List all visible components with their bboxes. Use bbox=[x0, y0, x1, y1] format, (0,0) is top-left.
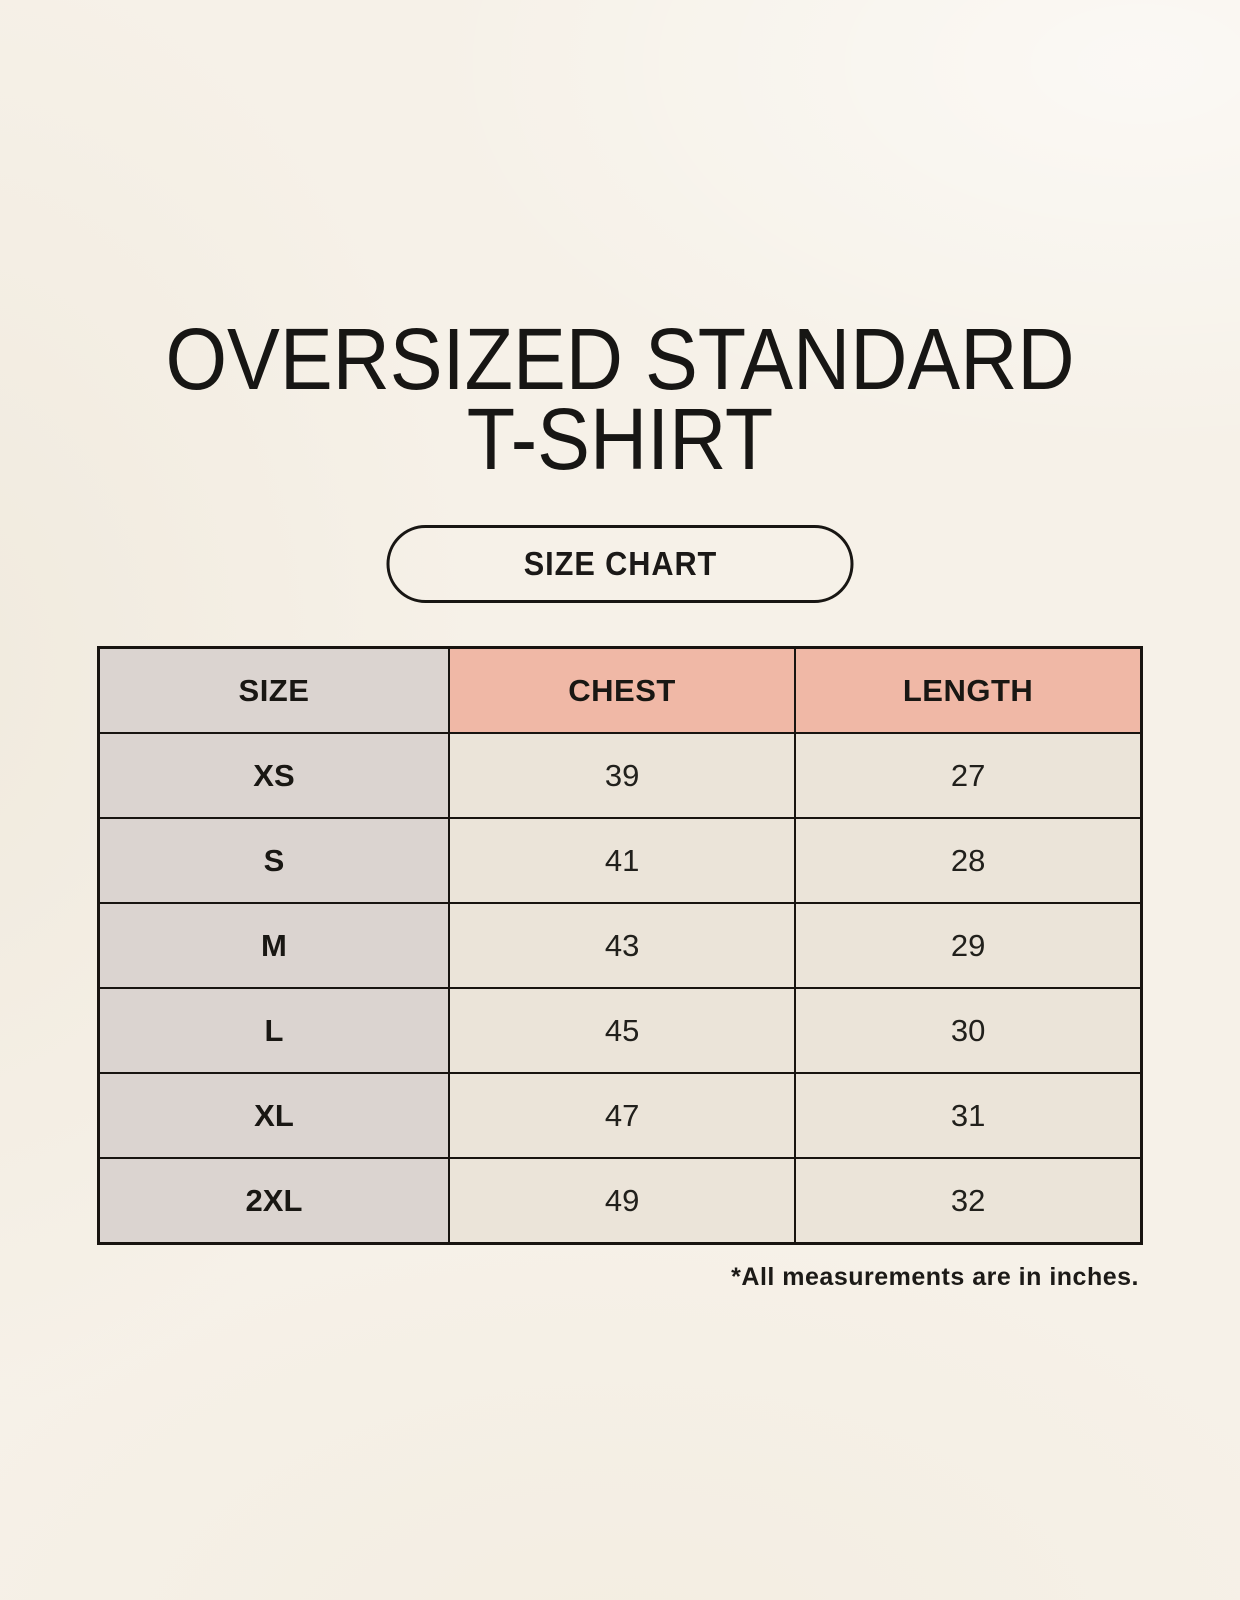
length-cell: 32 bbox=[795, 1158, 1141, 1244]
size-cell: M bbox=[99, 903, 449, 988]
table-row bbox=[99, 1158, 1142, 1244]
size-table bbox=[97, 646, 1143, 1245]
length-cell: 31 bbox=[795, 1073, 1141, 1158]
title-line-2: T-SHIRT bbox=[466, 391, 774, 488]
table-header-row bbox=[99, 648, 1142, 734]
column-header-length: LENGTH bbox=[795, 648, 1141, 734]
table-row bbox=[99, 988, 1142, 1073]
length-cell: 27 bbox=[795, 733, 1141, 818]
column-header-size: SIZE bbox=[99, 648, 449, 734]
page-title bbox=[0, 311, 1240, 488]
chest-cell: 49 bbox=[449, 1158, 795, 1244]
chest-cell: 43 bbox=[449, 903, 795, 988]
size-cell: L bbox=[99, 988, 449, 1073]
length-cell: 30 bbox=[795, 988, 1141, 1073]
size-table-container bbox=[97, 646, 1143, 1245]
chest-cell: 39 bbox=[449, 733, 795, 818]
size-cell: XL bbox=[99, 1073, 449, 1158]
size-cell: 2XL bbox=[99, 1158, 449, 1244]
table-row bbox=[99, 1073, 1142, 1158]
size-chart-badge bbox=[387, 525, 854, 603]
title-line-1: OVERSIZED STANDARD bbox=[165, 311, 1075, 408]
chest-cell: 41 bbox=[449, 818, 795, 903]
table-row bbox=[99, 733, 1142, 818]
length-cell: 29 bbox=[795, 903, 1141, 988]
table-row bbox=[99, 903, 1142, 988]
size-cell: XS bbox=[99, 733, 449, 818]
table-row bbox=[99, 818, 1142, 903]
chest-cell: 47 bbox=[449, 1073, 795, 1158]
chest-cell: 45 bbox=[449, 988, 795, 1073]
measurements-footnote: *All measurements are in inches. bbox=[731, 1263, 1139, 1291]
column-header-chest: CHEST bbox=[449, 648, 795, 734]
length-cell: 28 bbox=[795, 818, 1141, 903]
size-cell: S bbox=[99, 818, 449, 903]
size-chart-badge-label: SIZE CHART bbox=[523, 545, 717, 582]
